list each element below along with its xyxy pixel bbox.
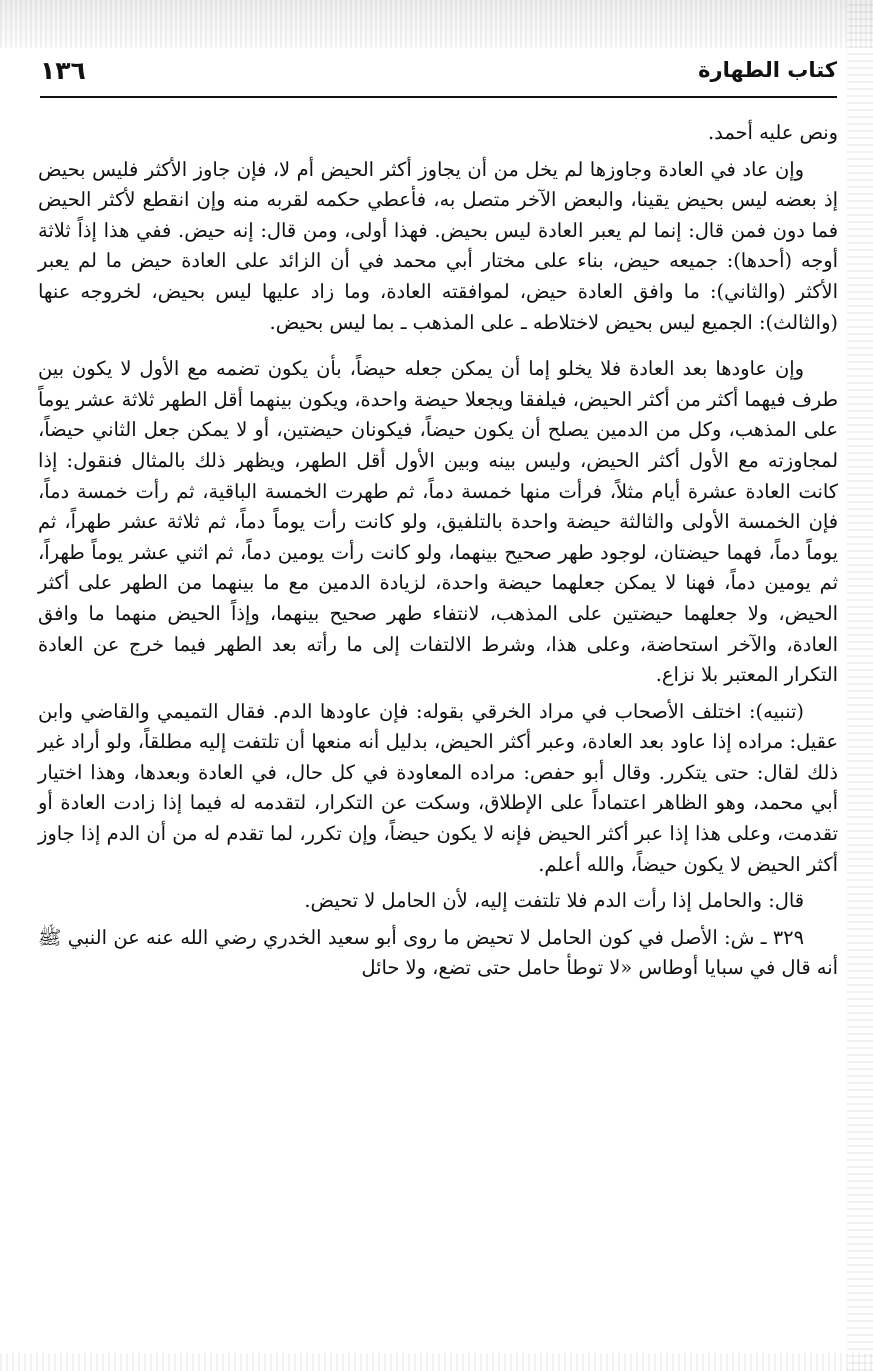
scan-artifact-right [847, 0, 873, 1371]
paragraph-5-matn: قال: والحامل إذا رأت الدم فلا تلتفت إليه، لأن الحامل لا تحيض. [304, 889, 804, 913]
scan-artifact-bottom [0, 1353, 873, 1371]
paragraph-4-note: (تنبيه): اختلف الأصحاب في مراد الخرقي بقوله: فإن عاودها الدم. فقال التميمي والقاضي وابن عقيل: مراده إذا عاود بعد العادة، وعبر أكثر الحيض، بدليل أنه منعها أن تلتفت إليه مطلقاً، ولو أراد غير ذلك لقال: حتى يتكرر. وقال أبو حفص: مراده المعاودة في كل حال، في العادة وبعدها، وهذا اختيار أبي محمد، وهو الظاهر اعتماداً على الإطلاق، وسكت عن التكرار، لتقدمه له فيما إذا زادت العادة أو تقدمت، وعلى هذا إذا عبر أكثر الحيض فإنه لا يكون حيضاً، وإن تكرر، لما تقدم له من أن الدم إذا جاوز أكثر الحيض لا يكون حيضاً، والله أعلم. [38, 699, 838, 876]
running-title: كتاب الطهارة [698, 58, 837, 82]
page-number: ١٣٦ [40, 56, 86, 85]
paragraph-2: وإن عاد في العادة وجاوزها لم يخل من أن يجاوز أكثر الحيض أم لا، فإن جاوز الأكثر فليس بحيض إذ بعضه ليس بحيض يقينا، والبعض الآخر متصل به، فأعطي حكمه لقربه منه وإن انقطع لأكثر الحيض فما دون فمن قال: إنما لم يعبر العادة ليس بحيض. فهذا أولى، ومن قال: إنه حيض. ففي هذا إذاً ثلاثة أوجه (أحدها): جميعه حيض، بناء على مختار أبي محمد في أن الزائد على العادة حيض ما لم يعبر الأكثر (والثاني): ما وافق العادة حيض، لموافقته العادة، وما زاد عليها ليس بحيض، لخروجه عنها (والثالث): الجميع ليس بحيض لاختلاطه ـ على المذهب ـ بما ليس بحيض. [38, 157, 838, 334]
paragraph-1: ونص عليه أحمد. [707, 121, 838, 144]
page-body [38, 118, 838, 984]
scan-artifact-top [0, 0, 873, 48]
paragraph-3: وإن عاودها بعد العادة فلا يخلو إما أن يمكن جعله حيضاً، بأن يكون تضمه مع الأول لا يكون بين طرف فيهما أكثر من أكثر الحيض، فيلفقا ويجعلا حيضة واحدة، ويكون بينهما أقل الطهر ثلاثة عشر يوماً على المذهب، وكل من الدمين يصلح أن يكون حيضاً، فيكونان حيضتين، أو لا يمكن جعل الثاني حيضاً، لمجاوزته مع الأول أكثر الحيض، وليس بينه وبين الأول أقل الطهر، ويظهر ذلك بالمثال فنقول: إذا كانت العادة عشرة أيام مثلاً، فرأت منها خمسة دماً، ثم طهرت الخمسة الباقية، ثم رأت خمسة دماً، فإن الخمسة الأولى والثالثة حيضة واحدة بالتلفيق، ولو كانت رأت يوماً دماً، ثم ثلاثة عشر طهراً، ثم يوماً دماً، فهما حيضتان، لوجود طهر صحيح بينهما، ولو كانت رأت يومين دماً، ثم اثني عشر يوماً طهراً، ثم يومين دماً، فهنا لا يمكن جعلهما حيضة واحدة، لزيادة الدمين مع ما بينهما من الطهر على أكثر الحيض، ولا جعلهما حيضتين على المذهب، لانتفاء طهر صحيح بينهما، وإذاً الحيض منهما ما وافق العادة، والآخر استحاضة، وعلى هذا، وشرط الالتفات إلى ما رأته بعد الطهر فيما خرج عن العادة التكرار المعتبر بلا نزاع. [38, 357, 838, 687]
page-header [40, 56, 837, 98]
paragraph-6-sharh: ٣٢٩ ـ ش: الأصل في كون الحامل لا تحيض ما روى أبو سعيد الخدري رضي الله عنه عن النبي ﷺ أنه قال في سبايا أوطاس «لا توطأ حامل حتى تضع، ولا حائل [38, 925, 838, 980]
